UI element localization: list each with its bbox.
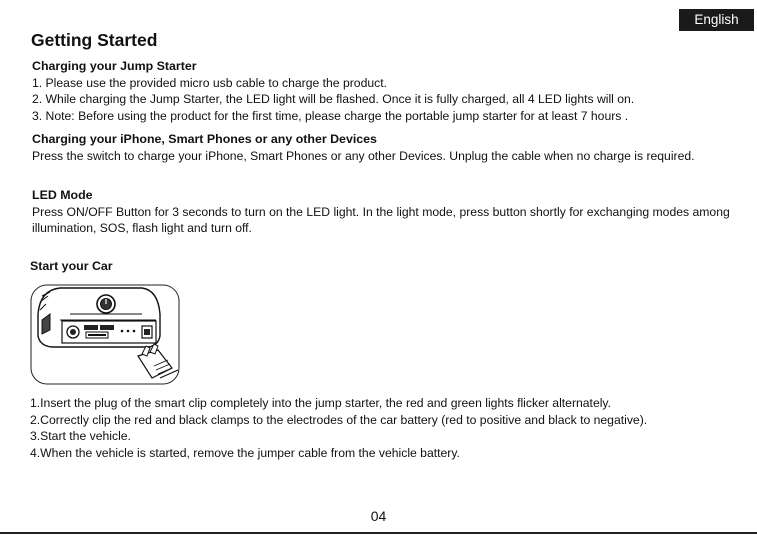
list-item: 1.Insert the plug of the smart clip completely into the jump starter, the red and green lights flicker alternately.	[30, 396, 612, 410]
start-car-steps	[30, 395, 740, 461]
list-item: 3.Start the vehicle.	[30, 429, 131, 443]
jump-starter-with-smart-clip-icon	[30, 284, 180, 385]
page-number: 04	[370, 508, 387, 524]
page-title: Getting Started	[31, 30, 158, 50]
language-badge: English	[679, 9, 754, 31]
list-item: 3. Note: Before using the product for the first time, please charge the portable jump starter for at least 7 hours .	[32, 108, 629, 123]
list-item: 1. Please use the provided micro usb cable to charge the product.	[32, 75, 388, 90]
section-heading-start-car: Start your Car	[30, 259, 113, 273]
section-heading-devices: Charging your iPhone, Smart Phones or any other Devices	[32, 132, 377, 146]
list-item: 2. While charging the Jump Starter, the LED light will be flashed. Once it is fully charged, all 4 LED lights will on.	[32, 92, 635, 106]
list-item: 4.When the vehicle is started, remove the jumper cable from the vehicle battery.	[30, 445, 460, 460]
section-led-mode	[32, 187, 732, 237]
bottom-divider	[0, 532, 757, 534]
paragraph-devices: Press the switch to charge your iPhone, Smart Phones or any other Devices. Unplug the cable when no charge is required.	[32, 148, 695, 163]
list-item: 2.Correctly clip the red and black clamps to the electrodes of the car battery (red to positive and black to negative).	[30, 412, 648, 427]
section-heading-charging: Charging your Jump Starter	[32, 59, 197, 73]
section-charging-devices	[32, 131, 732, 164]
section-charging-jump-starter	[32, 58, 732, 124]
section-heading-led: LED Mode	[32, 188, 93, 202]
paragraph-led: Press ON/OFF Button for 3 seconds to turn on the LED light. In the light mode, press button shortly for exchanging modes among illumination, SOS, flash light and turn off.	[32, 204, 730, 235]
